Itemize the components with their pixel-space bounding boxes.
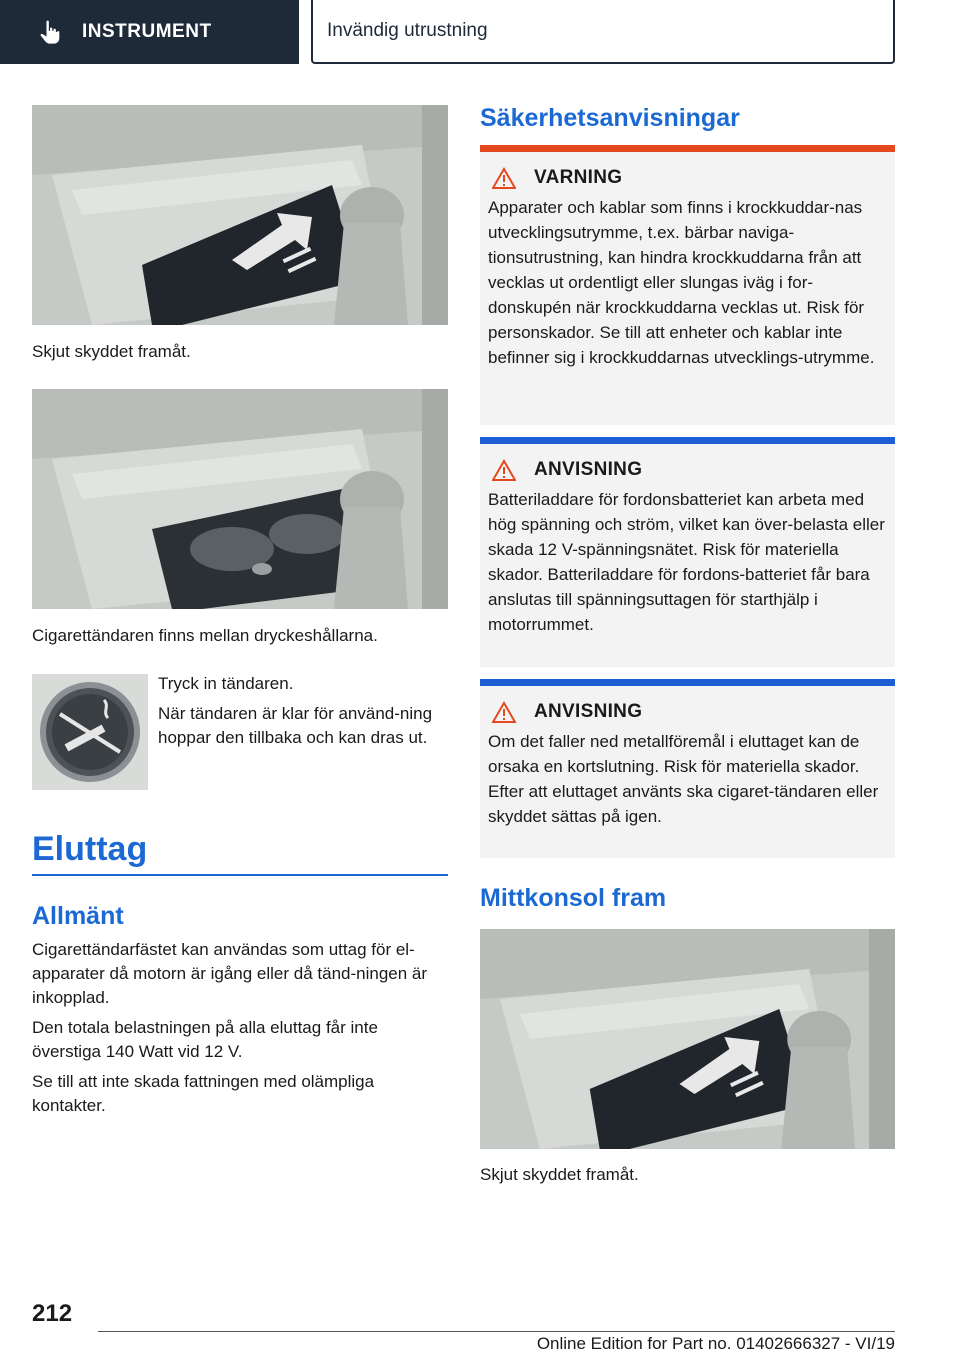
heading-eluttag: Eluttag bbox=[32, 830, 148, 868]
warning-triangle-icon bbox=[492, 701, 516, 723]
notice-bar bbox=[480, 437, 895, 444]
notice-title: ANVISNING bbox=[534, 701, 643, 722]
notice-title: ANVISNING bbox=[534, 459, 643, 480]
cigarette-lighter-photo bbox=[32, 674, 148, 790]
lighter-step-1: Tryck in tändaren. bbox=[158, 674, 294, 693]
notice-text: Om det faller ned metallföremål i eluttaget kan de orsaka en kortslutning. Risk för materiella skador. Efter att eluttaget använts ska cigaret-tändaren eller skyddet sättas på igen. bbox=[488, 732, 879, 826]
notice-title: VARNING bbox=[534, 167, 623, 188]
warning-triangle-icon bbox=[492, 167, 516, 189]
notice-text: Batteriladdare för fordonsbatteriet kan arbeta med hög spänning och ström, vilket kan över-belasta eller skada 12 V-spänningsnätet. Risk för materiella skador. Batteriladdare för fordons-batteriet får bara anslutas till spänningsuttagen för starthjälp i motorrummet. bbox=[488, 490, 885, 634]
chapter-tab[interactable] bbox=[0, 0, 299, 64]
notice-warning bbox=[480, 145, 895, 425]
heading-rule bbox=[32, 874, 448, 876]
lighter-instructions bbox=[158, 672, 448, 756]
console-photo-cupholders bbox=[32, 389, 448, 609]
warning-triangle-icon bbox=[492, 459, 516, 481]
chapter-label: INSTRUMENT bbox=[82, 21, 212, 42]
heading-sakerhetsanvisningar: Säkerhetsanvisningar bbox=[480, 104, 740, 132]
notice-bar bbox=[480, 679, 895, 686]
body-paragraph: Den totala belastningen på alla eluttag får inte överstiga 140 Watt vid 12 V. bbox=[32, 1018, 378, 1061]
notice-anvisning-1 bbox=[480, 437, 895, 667]
allmant-body bbox=[32, 938, 448, 1124]
console-photo-front bbox=[480, 929, 895, 1149]
hand-pointer-icon bbox=[36, 18, 64, 46]
caption-push-cover: Skjut skyddet framåt. bbox=[32, 342, 191, 361]
notice-anvisning-2 bbox=[480, 679, 895, 858]
caption-push-cover-front: Skjut skyddet framåt. bbox=[480, 1165, 639, 1184]
section-label: Invändig utrustning bbox=[327, 20, 488, 41]
section-tab[interactable] bbox=[311, 0, 895, 64]
console-photo-cover bbox=[32, 105, 448, 325]
notice-bar bbox=[480, 145, 895, 152]
body-paragraph: Se till att inte skada fattningen med olämpliga kontakter. bbox=[32, 1072, 375, 1115]
body-paragraph: Cigarettändarfästet kan användas som uttag för el-apparater då motorn är igång eller då tänd-ningen är inkopplad. bbox=[32, 940, 428, 1007]
caption-lighter-location: Cigarettändaren finns mellan dryckeshållarna. bbox=[32, 626, 378, 645]
edition-line: Online Edition for Part no. 01402666327 - VI/19 bbox=[536, 1334, 895, 1353]
footer-rule bbox=[98, 1331, 895, 1332]
notice-text: Apparater och kablar som finns i krockkuddar-nas utvecklingsutrymme, t.ex. bärbar naviga-tionsutrustning, kan hindra krockkuddarna från att vecklas ut ordentligt eller slungas iväg i for-donskupén när krockkuddarna vecklas ut. Risk för personskador. Se till att enheter och kablar inte befinner sig i krockkuddarnas utvecklings-utrymme. bbox=[488, 198, 875, 367]
heading-allmant: Allmänt bbox=[32, 902, 124, 930]
heading-mittkonsol: Mittkonsol fram bbox=[480, 884, 667, 912]
page-number: 212 bbox=[32, 1300, 73, 1327]
lighter-step-2: När tändaren är klar för använd-ning hoppar den tillbaka och kan dras ut. bbox=[158, 704, 433, 747]
